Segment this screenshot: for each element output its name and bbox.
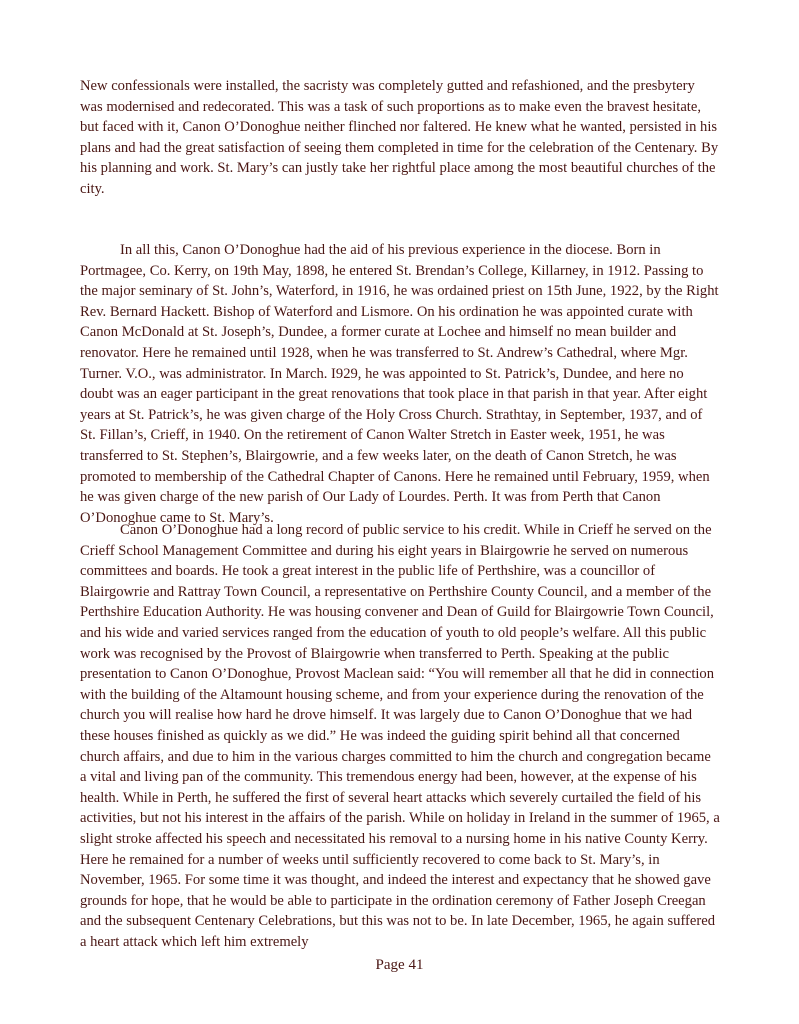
paragraph-public-service: Canon O’Donoghue had a long record of public service to his credit. While in Crieff he served on the Crieff School Management Committee and during his eight years in Blairgowrie he served on numerous committees and boards. He took a great interest in the public life of Perthshire, was a councillor of Blairgowrie and Rattray Town Council, a representative on Perthshire County Council, and a member of the Perthshire Education Authority. He was housing convener and Dean of Guild for Blairgowrie Town Council, and his wide and varied services ranged from the education of youth to old people’s welfare. All this public work was recognised by the Provost of Blairgowrie when transferred to Perth. Speaking at the public presentation to Canon O’Donoghue, Provost Maclean said: “You will remember all that he did in connection with the building of the Altamount housing scheme, and from your experience during the renovation of the church you will realise how hard he drove himself. It was largely due to Canon O’Donoghue that we had these houses finished as quickly as we did.” He was indeed the guiding spirit behind all that concerned church affairs, and due to him in the various charges committed to him the church and congregation became a vital and living pan of the community. This tremendous energy had been, however, at the expense of his health. While in Perth, he suffered the first of several heart attacks which severely curtailed the field of his activities, but not his interest in the affairs of the parish. While on holiday in Ireland in the summer of 1965, a slight stroke affected his speech and necessitated his removal to a nursing home in his native County Kerry. Here he remained for a number of weeks until sufficiently recovered to come back to St. Mary’s, in November, 1965. For some time it was thought, and indeed the interest and expectancy that he showed gave grounds for hope, that he would be able to participate in the ordination ceremony of Father Joseph Creegan and the subsequent Centenary Celebrations, but this was not to be. In late December, 1965, he again suffered a heart attack which left him extremely	[80, 522, 720, 950]
paragraph-confessionals: New confessionals were installed, the sacristy was completely gutted and refashioned, and the presbytery was modernised and redecorated. This was a task of such proportions as to make even the bravest hesitate, but faced with it, Canon O’Donoghue neither flinched nor faltered. He knew what he wanted, persisted in his plans and had the great satisfaction of seeing them completed in time for the celebration of the Centenary. By his planning and work. St. Mary’s can justly take her rightful place among the most beautiful churches of the city.	[80, 78, 719, 197]
paragraph-biography: In all this, Canon O’Donoghue had the aid of his previous experience in the diocese. Born in Portmagee, Co. Kerry, on 19th May, 1898, he entered St. Brendan’s College, Killarney, in 1912. Passing to the major seminary of St. John’s, Waterford, in 1916, he was ordained priest on 15th June, 1922, by the Right Rev. Bernard Hackett. Bishop of Waterford and Lismore. On his ordination he was appointed curate with Canon McDonald at St. Joseph’s, Dundee, a former curate at Lochee and himself no mean builder and renovator. Here he remained until 1928, when he was transferred to St. Andrew’s Cathedral, where Mgr. Turner. V.O., was administrator. In March. I929, he was appointed to St. Patrick’s, Dundee, and here no doubt was an eager participant in the great renovations that took place in that parish in that year. After eight years at St. Patrick’s, he was given charge of the Holy Cross Church. Strathtay, in September, 1937, and of St. Fillan’s, Crieff, in 1940. On the retirement of Canon Walter Stretch in Easter week, 1951, he was transferred to St. Stephen’s, Blairgowrie, and a few weeks later, on the death of Canon Stretch, he was promoted to membership of the Cathedral Chapter of Canons. Here he remained until February, 1959, when he was given charge of the new parish of Our Lady of Lourdes. Perth. It was from Perth that Canon O’Donoghue came to St. Mary’s.	[80, 242, 719, 526]
page-number: Page 41	[375, 957, 424, 973]
